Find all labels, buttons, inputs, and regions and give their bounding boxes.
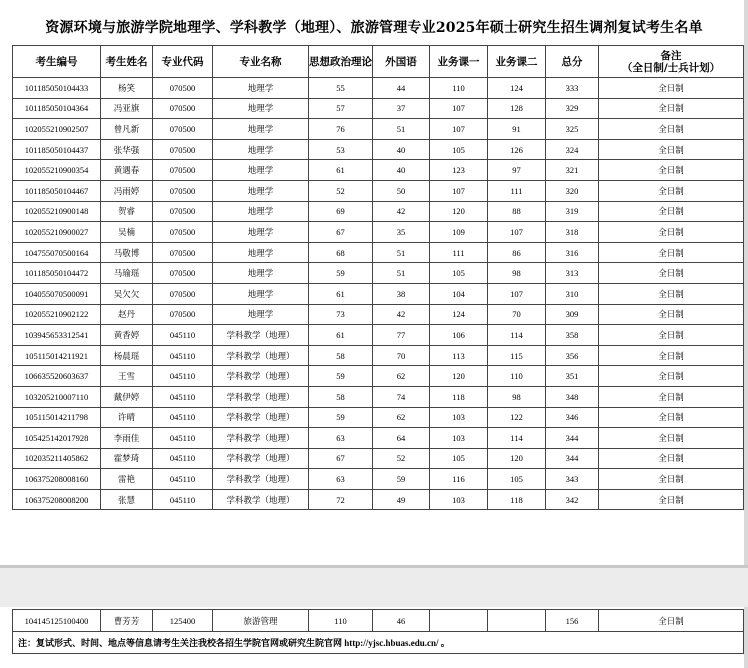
cell-subject-one: 110 <box>430 78 488 99</box>
cell-total: 321 <box>546 160 599 181</box>
cell-total: 346 <box>546 407 599 428</box>
cell-major-code: 045110 <box>153 366 213 387</box>
cell-remarks: 全日制 <box>599 78 744 99</box>
cell-major-code: 070500 <box>153 180 213 201</box>
page-break-gap <box>0 565 748 607</box>
cell-subject-one: 107 <box>430 180 488 201</box>
cell-candidate-id: 105425142017928 <box>13 428 101 449</box>
cell-foreign-language: 59 <box>373 469 430 490</box>
table-row <box>13 139 744 160</box>
table-row <box>13 222 744 243</box>
cell-major-name: 旅游管理 <box>213 610 309 632</box>
header-candidate-name: 考生姓名 <box>101 46 153 78</box>
cell-major-name: 学科教学（地理） <box>213 366 309 387</box>
cell-candidate-id: 106375208008200 <box>13 489 101 510</box>
cell-major-code: 070500 <box>153 119 213 140</box>
cell-major-name: 学科教学（地理） <box>213 325 309 346</box>
cell-candidate-id: 102055210902507 <box>13 119 101 140</box>
header-remarks <box>599 46 744 78</box>
cell-remarks: 全日制 <box>599 283 744 304</box>
page-break-divider <box>0 565 748 568</box>
table-row <box>13 304 744 325</box>
cell-major-name: 学科教学（地理） <box>213 469 309 490</box>
cell-candidate-name: 曹芳芳 <box>101 610 153 632</box>
cell-major-code: 045110 <box>153 345 213 366</box>
cell-subject-two <box>488 610 546 632</box>
cell-politics: 110 <box>309 610 373 632</box>
cell-subject-two: 114 <box>488 325 546 346</box>
cell-candidate-name: 吴欠欠 <box>101 283 153 304</box>
cell-total: 358 <box>546 325 599 346</box>
header-candidate-id: 考生编号 <box>13 46 101 78</box>
cell-candidate-id: 102055210900027 <box>13 222 101 243</box>
cell-candidate-id: 105115014211798 <box>13 407 101 428</box>
cell-remarks: 全日制 <box>599 386 744 407</box>
cell-major-code: 045110 <box>153 469 213 490</box>
cell-candidate-name: 王雪 <box>101 366 153 387</box>
cell-subject-two: 107 <box>488 283 546 304</box>
cell-subject-two: 70 <box>488 304 546 325</box>
cell-major-name: 地理学 <box>213 78 309 99</box>
cell-remarks: 全日制 <box>599 201 744 222</box>
cell-subject-one: 103 <box>430 407 488 428</box>
cell-subject-two: 110 <box>488 366 546 387</box>
cell-candidate-name: 霍梦琦 <box>101 448 153 469</box>
cell-foreign-language: 62 <box>373 366 430 387</box>
cell-politics: 67 <box>309 448 373 469</box>
cell-candidate-name: 戴伊婷 <box>101 386 153 407</box>
table-row <box>13 345 744 366</box>
cell-subject-two: 86 <box>488 242 546 263</box>
cell-subject-one: 120 <box>430 201 488 222</box>
cell-foreign-language: 51 <box>373 242 430 263</box>
cell-total: 324 <box>546 139 599 160</box>
cell-major-name: 地理学 <box>213 139 309 160</box>
cell-total: 325 <box>546 119 599 140</box>
cell-major-code: 070500 <box>153 98 213 119</box>
cell-candidate-id: 101185050104364 <box>13 98 101 119</box>
cell-politics: 63 <box>309 428 373 449</box>
cell-subject-one: 105 <box>430 139 488 160</box>
table-row <box>13 386 744 407</box>
table-row <box>13 242 744 263</box>
cell-remarks: 全日制 <box>599 160 744 181</box>
cell-politics: 61 <box>309 283 373 304</box>
cell-subject-one: 103 <box>430 489 488 510</box>
table-header-row <box>13 46 744 78</box>
cell-subject-two: 114 <box>488 428 546 449</box>
cell-politics: 72 <box>309 489 373 510</box>
cell-total: 342 <box>546 489 599 510</box>
cell-subject-one: 103 <box>430 428 488 449</box>
header-total: 总分 <box>546 46 599 78</box>
table-row <box>13 489 744 510</box>
cell-foreign-language: 51 <box>373 119 430 140</box>
cell-foreign-language: 77 <box>373 325 430 346</box>
cell-remarks: 全日制 <box>599 119 744 140</box>
cell-candidate-id: 105115014211921 <box>13 345 101 366</box>
cell-major-code: 070500 <box>153 78 213 99</box>
cell-major-code: 045110 <box>153 428 213 449</box>
cell-remarks: 全日制 <box>599 610 744 632</box>
cell-subject-two: 107 <box>488 222 546 243</box>
cell-major-name: 学科教学（地理） <box>213 386 309 407</box>
cell-subject-two: 124 <box>488 78 546 99</box>
cell-remarks: 全日制 <box>599 98 744 119</box>
cell-foreign-language: 46 <box>373 610 430 632</box>
cell-foreign-language: 44 <box>373 78 430 99</box>
cell-candidate-name: 杨笑 <box>101 78 153 99</box>
cell-politics: 68 <box>309 242 373 263</box>
cell-politics: 59 <box>309 407 373 428</box>
cell-remarks: 全日制 <box>599 407 744 428</box>
cell-subject-two: 98 <box>488 263 546 284</box>
header-subject-two: 业务课二 <box>488 46 546 78</box>
cell-total: 351 <box>546 366 599 387</box>
cell-major-code: 070500 <box>153 304 213 325</box>
cell-major-code: 070500 <box>153 242 213 263</box>
cell-remarks: 全日制 <box>599 448 744 469</box>
cell-major-name: 地理学 <box>213 180 309 201</box>
cell-subject-one: 120 <box>430 366 488 387</box>
cell-major-name: 地理学 <box>213 201 309 222</box>
document-title: 资源环境与旅游学院地理学、学科教学（地理）、旅游管理专业2025年硕士研究生招生调剂复试考生名单 <box>45 20 703 36</box>
table-row <box>13 448 744 469</box>
cell-subject-one: 124 <box>430 304 488 325</box>
cell-major-code: 125400 <box>153 610 213 632</box>
cell-total: 319 <box>546 201 599 222</box>
cell-foreign-language: 42 <box>373 304 430 325</box>
cell-candidate-id: 101185050104433 <box>13 78 101 99</box>
cell-politics: 58 <box>309 345 373 366</box>
header-major-name: 专业名称 <box>213 46 309 78</box>
table-row <box>13 98 744 119</box>
cell-candidate-name: 杨晨瑶 <box>101 345 153 366</box>
cell-major-code: 070500 <box>153 263 213 284</box>
cell-foreign-language: 40 <box>373 139 430 160</box>
cell-subject-one <box>430 610 488 632</box>
cell-politics: 63 <box>309 469 373 490</box>
cell-total: 310 <box>546 283 599 304</box>
table-row <box>13 160 744 181</box>
table-row <box>13 180 744 201</box>
table-row <box>13 610 744 632</box>
table-row <box>13 407 744 428</box>
cell-remarks: 全日制 <box>599 242 744 263</box>
cell-candidate-name: 张华强 <box>101 139 153 160</box>
table-row <box>13 201 744 222</box>
cell-total: 320 <box>546 180 599 201</box>
cell-total: 316 <box>546 242 599 263</box>
cell-subject-two: 128 <box>488 98 546 119</box>
cell-subject-one: 107 <box>430 98 488 119</box>
cell-candidate-id: 102055210900354 <box>13 160 101 181</box>
cell-candidate-name: 张慧 <box>101 489 153 510</box>
cell-foreign-language: 51 <box>373 263 430 284</box>
cell-subject-one: 105 <box>430 448 488 469</box>
cell-candidate-id: 103945653312541 <box>13 325 101 346</box>
cell-foreign-language: 42 <box>373 201 430 222</box>
cell-major-code: 070500 <box>153 139 213 160</box>
header-remarks-sub: （全日制/士兵计划） <box>621 61 721 74</box>
cell-subject-one: 109 <box>430 222 488 243</box>
cell-remarks: 全日制 <box>599 304 744 325</box>
cell-foreign-language: 64 <box>373 428 430 449</box>
cell-foreign-language: 62 <box>373 407 430 428</box>
cell-subject-two: 105 <box>488 469 546 490</box>
cell-major-name: 地理学 <box>213 98 309 119</box>
cell-total: 343 <box>546 469 599 490</box>
cell-total: 344 <box>546 428 599 449</box>
cell-politics: 61 <box>309 325 373 346</box>
cell-candidate-id: 103205210007110 <box>13 386 101 407</box>
candidate-table-continued <box>12 609 744 654</box>
cell-politics: 59 <box>309 366 373 387</box>
table-row <box>13 325 744 346</box>
cell-candidate-name: 马瑜瑶 <box>101 263 153 284</box>
cell-total: 348 <box>546 386 599 407</box>
header-subject-one: 业务课一 <box>430 46 488 78</box>
cell-major-code: 045110 <box>153 407 213 428</box>
cell-candidate-id: 101185050104437 <box>13 139 101 160</box>
cell-candidate-name: 李雨佳 <box>101 428 153 449</box>
cell-candidate-id: 101185050104472 <box>13 263 101 284</box>
cell-subject-two: 115 <box>488 345 546 366</box>
cell-candidate-name: 曾凡新 <box>101 119 153 140</box>
cell-politics: 52 <box>309 180 373 201</box>
cell-subject-two: 97 <box>488 160 546 181</box>
cell-major-name: 学科教学（地理） <box>213 345 309 366</box>
cell-foreign-language: 49 <box>373 489 430 510</box>
cell-remarks: 全日制 <box>599 180 744 201</box>
cell-remarks: 全日制 <box>599 428 744 449</box>
cell-subject-one: 118 <box>430 386 488 407</box>
cell-candidate-id: 104755070500164 <box>13 242 101 263</box>
cell-subject-one: 116 <box>430 469 488 490</box>
cell-major-name: 地理学 <box>213 119 309 140</box>
cell-major-name: 学科教学（地理） <box>213 448 309 469</box>
cell-subject-one: 113 <box>430 345 488 366</box>
cell-politics: 76 <box>309 119 373 140</box>
cell-major-code: 045110 <box>153 325 213 346</box>
table-row <box>13 469 744 490</box>
cell-major-name: 地理学 <box>213 242 309 263</box>
cell-politics: 69 <box>309 201 373 222</box>
cell-candidate-name: 许晴 <box>101 407 153 428</box>
cell-candidate-id: 102055210902122 <box>13 304 101 325</box>
table-row <box>13 366 744 387</box>
cell-major-code: 070500 <box>153 201 213 222</box>
cell-major-code: 045110 <box>153 386 213 407</box>
cell-total: 356 <box>546 345 599 366</box>
cell-major-code: 045110 <box>153 489 213 510</box>
header-remarks-title: 备注 <box>660 49 682 62</box>
cell-politics: 53 <box>309 139 373 160</box>
cell-candidate-id: 104145125100400 <box>13 610 101 632</box>
cell-major-code: 070500 <box>153 283 213 304</box>
cell-remarks: 全日制 <box>599 345 744 366</box>
header-politics: 思想政治理论 <box>309 46 373 78</box>
cell-candidate-name: 冯雨婷 <box>101 180 153 201</box>
cell-total: 333 <box>546 78 599 99</box>
cell-candidate-id: 104055070500091 <box>13 283 101 304</box>
cell-candidate-id: 106635520603637 <box>13 366 101 387</box>
table-row <box>13 428 744 449</box>
cell-total: 329 <box>546 98 599 119</box>
cell-remarks: 全日制 <box>599 325 744 346</box>
note-text: 注：复试形式、时间、地点等信息请考生关注我校各招生学院官网或研究生院官网 http://yjsc.hbuas.edu.cn/ 。 <box>13 632 744 654</box>
cell-total: 344 <box>546 448 599 469</box>
cell-major-code: 070500 <box>153 160 213 181</box>
cell-politics: 59 <box>309 263 373 284</box>
cell-major-name: 地理学 <box>213 160 309 181</box>
cell-subject-two: 120 <box>488 448 546 469</box>
cell-foreign-language: 74 <box>373 386 430 407</box>
cell-foreign-language: 52 <box>373 448 430 469</box>
cell-candidate-name: 马敬博 <box>101 242 153 263</box>
cell-politics: 57 <box>309 98 373 119</box>
cell-candidate-name: 黄香婷 <box>101 325 153 346</box>
cell-subject-one: 104 <box>430 283 488 304</box>
cell-subject-one: 106 <box>430 325 488 346</box>
note-row <box>13 632 744 654</box>
cell-remarks: 全日制 <box>599 469 744 490</box>
cell-candidate-id: 102055210900148 <box>13 201 101 222</box>
cell-candidate-name: 雷艳 <box>101 469 153 490</box>
cell-remarks: 全日制 <box>599 139 744 160</box>
cell-major-name: 地理学 <box>213 263 309 284</box>
cell-major-name: 学科教学（地理） <box>213 428 309 449</box>
cell-subject-one: 111 <box>430 242 488 263</box>
cell-remarks: 全日制 <box>599 366 744 387</box>
cell-remarks: 全日制 <box>599 489 744 510</box>
cell-candidate-id: 101185050104467 <box>13 180 101 201</box>
table-row <box>13 78 744 99</box>
cell-candidate-id: 106375208008160 <box>13 469 101 490</box>
candidate-table <box>12 45 744 510</box>
cell-subject-one: 107 <box>430 119 488 140</box>
cell-subject-one: 123 <box>430 160 488 181</box>
cell-candidate-id: 102035211405862 <box>13 448 101 469</box>
cell-subject-one: 105 <box>430 263 488 284</box>
cell-major-code: 070500 <box>153 222 213 243</box>
cell-foreign-language: 50 <box>373 180 430 201</box>
cell-total: 309 <box>546 304 599 325</box>
cell-major-name: 学科教学（地理） <box>213 407 309 428</box>
cell-politics: 58 <box>309 386 373 407</box>
cell-subject-two: 122 <box>488 407 546 428</box>
cell-subject-two: 88 <box>488 201 546 222</box>
cell-subject-two: 118 <box>488 489 546 510</box>
cell-candidate-name: 赵丹 <box>101 304 153 325</box>
cell-remarks: 全日制 <box>599 222 744 243</box>
cell-politics: 73 <box>309 304 373 325</box>
cell-major-name: 学科教学（地理） <box>213 489 309 510</box>
header-foreign-language: 外国语 <box>373 46 430 78</box>
cell-politics: 55 <box>309 78 373 99</box>
table-row <box>13 263 744 284</box>
cell-candidate-name: 冯亚旗 <box>101 98 153 119</box>
cell-politics: 67 <box>309 222 373 243</box>
cell-candidate-name: 贺睿 <box>101 201 153 222</box>
cell-major-code: 045110 <box>153 448 213 469</box>
cell-total: 313 <box>546 263 599 284</box>
cell-major-name: 地理学 <box>213 283 309 304</box>
cell-foreign-language: 37 <box>373 98 430 119</box>
cell-foreign-language: 40 <box>373 160 430 181</box>
cell-major-name: 地理学 <box>213 222 309 243</box>
cell-major-name: 地理学 <box>213 304 309 325</box>
cell-subject-two: 98 <box>488 386 546 407</box>
cell-foreign-language: 35 <box>373 222 430 243</box>
cell-subject-two: 126 <box>488 139 546 160</box>
table-row <box>13 119 744 140</box>
cell-candidate-name: 吴楠 <box>101 222 153 243</box>
cell-subject-two: 91 <box>488 119 546 140</box>
header-major-code: 专业代码 <box>153 46 213 78</box>
cell-candidate-name: 黄遇春 <box>101 160 153 181</box>
cell-politics: 61 <box>309 160 373 181</box>
cell-remarks: 全日制 <box>599 263 744 284</box>
table-row <box>13 283 744 304</box>
candidate-table-body <box>13 78 744 510</box>
cell-total: 318 <box>546 222 599 243</box>
cell-total: 156 <box>546 610 599 632</box>
cell-subject-two: 111 <box>488 180 546 201</box>
cell-foreign-language: 38 <box>373 283 430 304</box>
cell-foreign-language: 70 <box>373 345 430 366</box>
